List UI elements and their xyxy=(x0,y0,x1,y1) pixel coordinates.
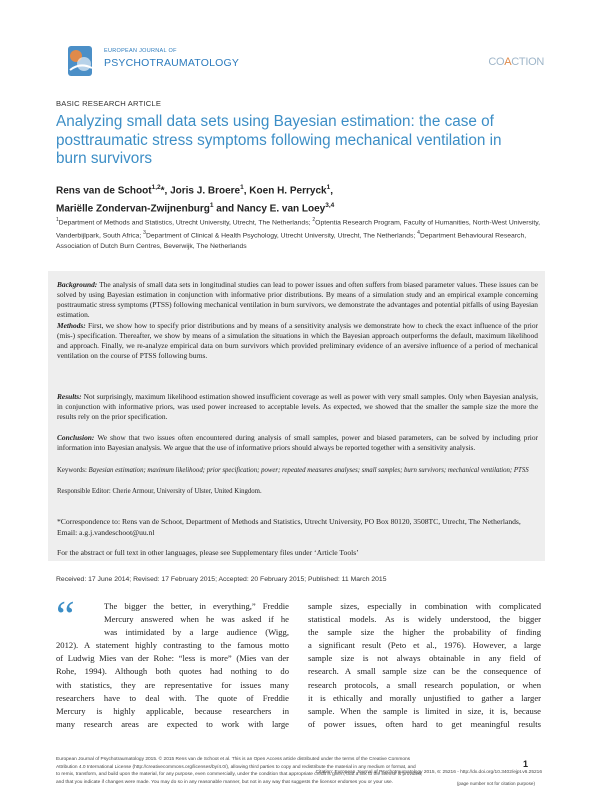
body-column-right xyxy=(308,600,541,731)
body-line: Rohe, 1994). Although both quotes had nothing to do xyxy=(56,666,289,677)
author-name: Rens van de Schoot xyxy=(56,185,152,197)
keywords: Keywords: Bayesian estimation; maximum likelihood; prior specification; power; repeated measures analyses; small samples; burn survivors; mechanical ventilation; PTSS xyxy=(57,467,529,474)
body-line: research protocols, a small research population, or when xyxy=(308,679,541,690)
publisher-logo-arc: A xyxy=(504,56,512,68)
author-name: Mariëlle Zondervan-Zwijnenburg xyxy=(56,203,210,215)
article-type: BASIC RESEARCH ARTICLE xyxy=(56,99,162,108)
affiliations: $^1$Department of Methods and Statistics, Utrecht University, Utrecht, The Netherlands; $^2$Optentia Research Program, Faculty of Humanities, North-West University, Vanderbijlpark, South Africa; $^3$Department of Clinical & Health Psychology, Utrecht University, Utrecht, The Netherlands; $^4$Department Behavioural Research, Association of Dutch Burn Centres, Beverwijk, The Netherlands xyxy=(56,217,541,250)
body-line: research. A small sample size can be the consequence of xyxy=(308,666,541,677)
abstract-results: Results: Not surprisingly, maximum likelihood estimation showed insufficient coverage as well as power with very small samples. Only when Bayesian analysis, in conjunction with informative priors, was used power increased to acceptable levels. As expected, we showed that the smaller the sample size the more the results rely on the prior specification. xyxy=(57,392,538,422)
author-name: and Nancy E. van Loey xyxy=(213,203,326,215)
body-line: Mercury answered when he was asked if he xyxy=(104,614,289,625)
body-line: statistical models. As is widely understood, the bigger xyxy=(308,614,541,625)
author-name: , Koen H. Perryck xyxy=(243,185,327,197)
opening-quote-mark: “ xyxy=(56,594,75,640)
publication-dates: Received: 17 June 2014; Revised: 17 February 2015; Accepted: 20 February 2015; Published: 11 March 2015 xyxy=(56,576,387,583)
journal-name-small: EUROPEAN JOURNAL OF xyxy=(104,48,177,54)
article-title: Analyzing small data sets using Bayesian estimation: the case of posttraumatic stress symptoms following mechanical ventilation in burn survivors xyxy=(56,113,502,167)
author-list: Rens van de Schoot$^{1,2}$*, Joris J. Broere$^1$, Koen H. Perryck$^1$, Mariëlle Zondervan-Zwijnenburg$^1$ and Nancy E. van Loey$^{3,4}$ xyxy=(56,184,335,215)
body-line: 2012). A statement highly contrasting to the famous motto xyxy=(56,640,289,651)
body-line: a significant result (Peto et al., 1976). However, a large xyxy=(308,640,541,651)
body-line: the sample size the higher the probability of finding xyxy=(308,627,541,638)
journal-name: PSYCHOTRAUMATOLOGY xyxy=(104,57,240,69)
abstract-methods: Methods: First, we show how to specify prior distributions and by means of a sensitivity analysis we demonstrate how to check the exact influence of the prior (mis-) specification. Thereafter, we show by means of a simulation the situations in which the Bayesian approach outperforms the default, maximum likelihood and approach. Finally, we re-analyze empirical data on burn survivors which provided preliminary evidence of an aversive influence of a period of mechanical ventilation on the course of PTSS following burns. xyxy=(57,321,538,361)
body-line: researchers have to deal with. The quote of Freddie xyxy=(56,692,289,703)
body-line: it is ethically and morally unjustified to gather a larger xyxy=(308,692,541,703)
other-languages-note: For the abstract or full text in other languages, please see Supplementary files under ‘Article Tools’ xyxy=(57,548,359,557)
body-line: sample. When the sample is limited in size, it is, because xyxy=(308,705,541,716)
body-line: of Ludwig Mies van der Rohe: “less is more” (Mies van der xyxy=(56,653,289,664)
author-name: , Joris J. Broere xyxy=(164,185,241,197)
body-line: was intimidated by a large audience (Wigg, xyxy=(104,627,289,638)
body-line: Mercury is highly applicable, because researchers in xyxy=(56,705,289,716)
license-footer: European Journal of Psychotraumatology 2015. © 2015 Rens van de Schoot et al. This is an Open Access article distributed under the terms of the Creative Commons Attribution 4.0 International License (http://creativecommons.org/licenses/by/4.0/), allowing third parties to copy and redistribute the material in any medium or format, and to remix, transform, and build upon the material, for any purpose, even commercially, under the condition that appropriate credit is given, that a link to the license is provided, and that you indicate if changes were made. You may do so in any reasonable manner, but not in any way that suggests the licensor endorses you or your use. xyxy=(56,757,423,785)
body-line: The bigger the better, in everything,” Freddie xyxy=(104,601,289,611)
journal-logo-icon xyxy=(64,44,98,78)
body-line: sample sizes, especially in combination with complicated xyxy=(308,601,541,611)
abstract-background: Background: The analysis of small data sets in longitudinal studies can lead to power issues and often suffers from biased parameter values. These issues can be solved by using Bayesian estimation in conjunction with informative prior distributions. By means of a simulation study and an empirical example concerning posttraumatic stress symptoms (PTSS) following mechanical ventilation in burn survivors, we demonstrate the advantages and potential pitfalls of using Bayesian estimation. xyxy=(57,280,538,320)
abstract-conclusion: Conclusion: We show that two issues often encountered during analysis of small samples, power and biased parameters, can be solved by including prior information into Bayesian analysis. We argue that the use of informative priors should always be reported together with a sensitivity analysis. xyxy=(57,433,538,453)
body-column-left xyxy=(56,600,289,731)
body-line: many research areas are expected to work with large xyxy=(56,718,289,729)
body-line: sample size is not always obtainable in any field of xyxy=(308,653,541,664)
correspondence: *Correspondence to: Rens van de Schoot, Department of Methods and Statistics, Utrecht University, PO Box 80120, 3508TC, Utrecht, The Netherlands, Email: a.g.j.vandeschoot@uu.nl xyxy=(57,517,521,537)
journal-header xyxy=(64,44,544,84)
body-line: of power issues, often hard to get meaningful results xyxy=(308,718,541,729)
citation: Citation: European Journal of Psychotraumatology 2015, 6: 25216 - http://dx.doi.org/10.3402/ejpt.v6.25216 xyxy=(315,770,542,775)
body-line: with statistics, they are representative for issues many xyxy=(56,679,289,690)
page-number-note: (page number not for citation purpose) xyxy=(456,781,535,786)
publisher-logo: COACTION xyxy=(488,56,544,68)
page-number: 1 xyxy=(523,759,529,769)
responsible-editor: Responsible Editor: Cherie Armour, University of Ulster, United Kingdom. xyxy=(57,488,262,495)
